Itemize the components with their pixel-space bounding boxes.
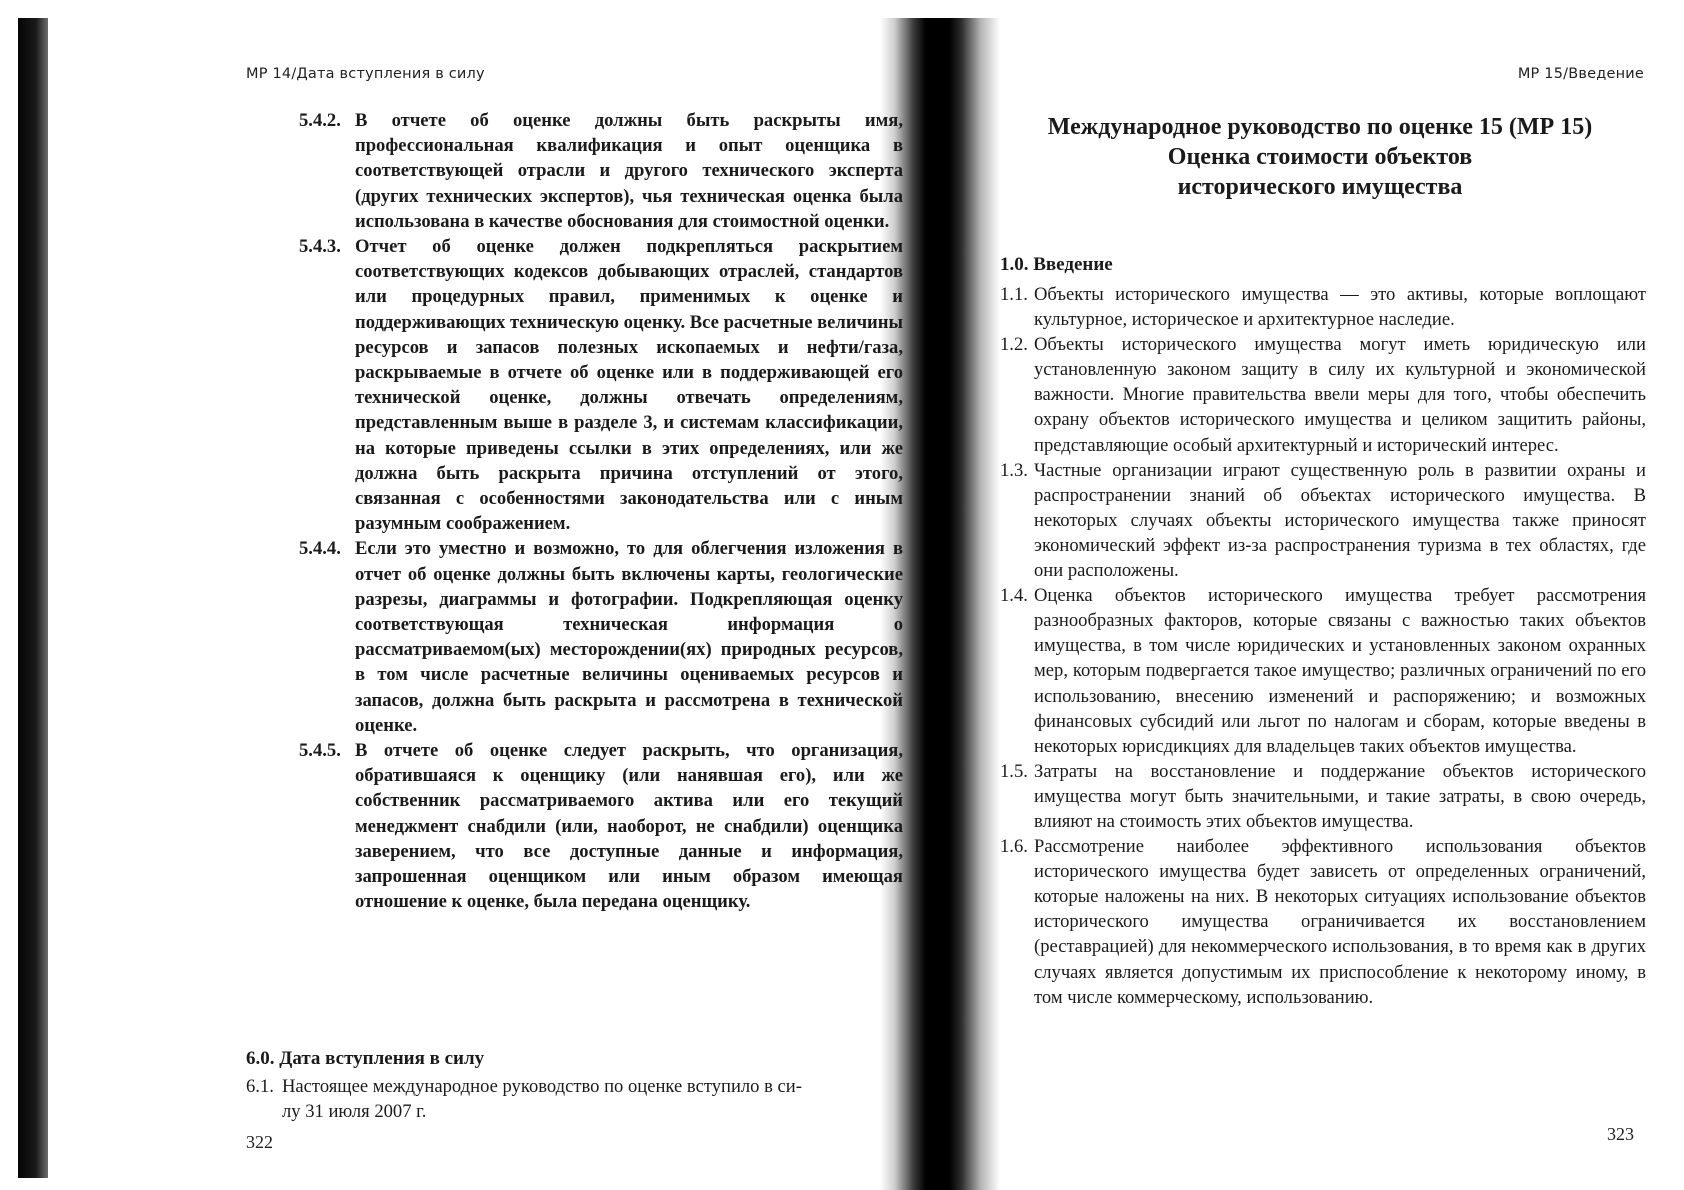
paragraph-number: 1.6. — [1000, 836, 1028, 858]
paragraph-text: Если это уместно и возможно, то для облегчения изложения в отчет об оценке должны быть включены карты, геологические разрезы, диаграммы и фотографии. Подкрепляющая оценку соответствующая техническая информация о рассматриваемом(ых) месторождении(ях) природных ресурсов, в том числе расчетные величины оцениваемых ресурсов и запасов, должна быть раскрыта и рассмотрена в технической оценке. — [355, 538, 903, 736]
paragraph-number: 5.4.4. — [299, 538, 341, 560]
paragraph-number: 1.2. — [1000, 334, 1028, 356]
paragraph-1-3 — [1000, 458, 1646, 583]
paragraph-6-1 — [246, 1074, 886, 1124]
paragraph-1-2 — [1000, 332, 1646, 457]
paragraph-5-4-5 — [299, 738, 903, 914]
running-head: МР 15/Введение — [1517, 66, 1644, 82]
paragraph-text: Оценка объектов исторического имущества требует рассмотрения разнообразных факторов, которые связаны с важностью таких объектов имущества, в том числе юридических и установленных законом охранных мер, которым подвергается такое имущество; различных ограничений по его использованию, внесению изменений и распоряжению; и возможных финансовых субсидий или льгот по налогам и сборам, которые введены в некоторых юрисдикциях для владельцев таких объектов имущества. — [1034, 585, 1646, 757]
paragraph-text-line: Настоящее международное руководство по оценке вступило в си- — [282, 1076, 802, 1097]
paragraph-number: 6.1. — [246, 1076, 274, 1097]
numbered-paragraphs — [1000, 282, 1646, 1010]
paragraph-text: Рассмотрение наиболее эффективного использования объектов исторического имущества будет зависеть от определенных ограничений, которые наложены на них. В некоторых ситуациях использование объектов исторического имущества ограничивается их восстановлением (реставрацией) для некоммерческого использования, в то время как в других случаях является допустимым их приспособление к некоторому иному, в том числе коммерческому, использованию. — [1034, 836, 1646, 1008]
numbered-paragraphs — [299, 108, 903, 915]
scan-left-edge — [18, 18, 48, 1178]
paragraph-text: В отчете об оценке следует раскрыть, что организация, обратившаяся к оценщику (или нанявшая его), или же собственник рассматриваемого актива или его текущий менеджмент снабдили (или, наоборот, не снабдили) оценщика заверением, что все доступные данные и информация, запрошенная оценщиком или иным образом имеющая отношение к оценке, была передана оценщику. — [355, 740, 903, 913]
paragraph-number: 1.4. — [1000, 585, 1028, 607]
paragraph-1-5 — [1000, 759, 1646, 834]
paragraph-number: 1.3. — [1000, 459, 1028, 481]
right-page — [1000, 0, 1684, 1190]
paragraph-5-4-4 — [299, 536, 903, 738]
page-number: 323 — [1607, 1124, 1634, 1144]
paragraph-5-4-3 — [299, 234, 903, 536]
section-heading: 6.0. Дата вступления в силу — [246, 1048, 485, 1069]
paragraph-text: Объекты исторического имущества — это активы, которые воплощают культурное, историческое и архитектурное наследие. — [1034, 284, 1646, 331]
left-page — [48, 0, 903, 1190]
running-head: МР 14/Дата вступления в силу — [246, 66, 485, 82]
paragraph-text: Отчет об оценке должен подкрепляться раскрытием соответствующих кодексов добывающих отраслей, стандартов или процедурных правил, применимых к оценке и поддерживающих техническую оценку. Все расчетные величины ресурсов и запасов полезных ископаемых и нефти/газа, раскрываемые в отчете об оценке или в поддерживающей его технической оценке, должны отвечать определениям, представленным выше в разделе 3, и системам классификации, на которые приведены ссылки в этих определениях, или же должна быть раскрыта причина отступлений от этого, связанная с особенностями законодательства или с иным разумным соображением. — [355, 236, 903, 535]
paragraph-text: Объекты исторического имущества могут иметь юридическую или установленную законом защиту в силу их культурной и экономической важности. Многие правительства ввели меры для того, чтобы обеспечить охрану объектов исторического имущества и целиком защитить районы, представляющие особый архитектурный и исторический интерес. — [1034, 334, 1646, 456]
paragraph-number: 5.4.2. — [299, 110, 341, 131]
paragraph-1-6 — [1000, 834, 1646, 1010]
document-title — [1000, 112, 1640, 202]
section-heading: 1.0. Введение — [1000, 254, 1113, 275]
paragraph-number: 1.5. — [1000, 760, 1028, 782]
paragraph-text: Затраты на восстановление и поддержание объектов исторического имущества могут быть значительными, и такие затраты, в свою очередь, влияют на стоимость этих объектов имущества. — [1034, 760, 1646, 832]
paragraph-1-1 — [1000, 282, 1646, 332]
paragraph-5-4-2 — [299, 108, 903, 234]
title-line: Международное руководство по оценке 15 (МР 15) — [1047, 114, 1593, 140]
paragraph-text: В отчете об оценке должны быть раскрыты имя, профессиональная квалификация и опыт оценщика в соответствующей отрасли и другого технического эксперта (других технических экспертов), чья техническая оценка была использована в качестве обоснования для стоимостной оценки. — [355, 110, 903, 232]
paragraph-text-line: лу 31 июля 2007 г. — [282, 1101, 427, 1122]
title-line: исторического имущества — [1177, 174, 1463, 200]
title-line: Оценка стоимости объектов — [1167, 144, 1473, 170]
paragraph-number: 5.4.3. — [299, 236, 341, 258]
paragraph-1-4 — [1000, 583, 1646, 759]
paragraph-text: Частные организации играют существенную роль в развитии охраны и распространении знаний об объектах исторического имущества. В некоторых случаях объекты исторического имущества также приносят экономический эффект из-за распространения туризма в тех областях, где они расположены. — [1034, 459, 1646, 582]
paragraph-number: 5.4.5. — [299, 740, 341, 762]
paragraph-number: 1.1. — [1000, 284, 1028, 305]
page-number: 322 — [246, 1132, 273, 1152]
